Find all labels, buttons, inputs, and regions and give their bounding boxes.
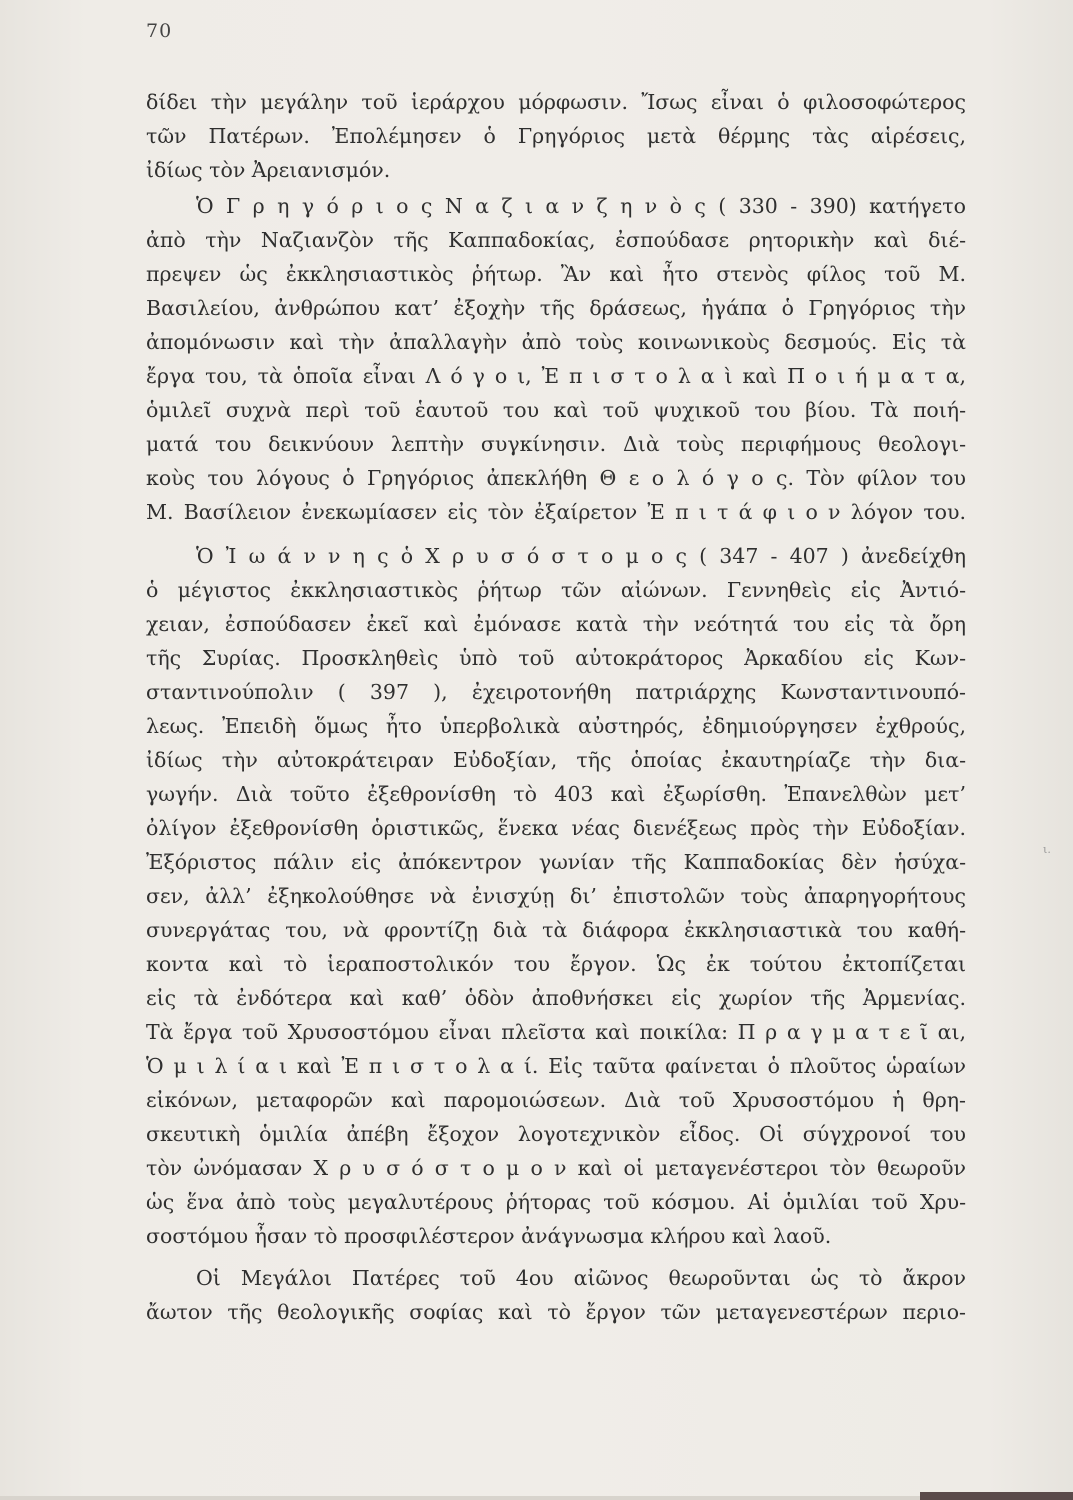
- text-line: Ὁ μ ι λ ί α ι καὶ Ἐ π ι σ τ ο λ α ί. Εἰς ταῦτα φαίνεται ὁ πλοῦτος ὡραίων: [146, 1054, 966, 1078]
- text-line: Ὁ Ἰ ω ά ν ν η ς ὁ Χ ρ υ σ ό σ τ ο μ ο ς ( 347 - 407 ) ἀνεδείχθη: [196, 544, 966, 568]
- text-line: ἀπομόνωσιν καὶ τὴν ἀπαλλαγὴν ἀπὸ τοὺς κοινωνικοὺς δεσμούς. Εἰς τὰ: [146, 330, 966, 354]
- text-line: ἰδίως τὴν αὐτοκράτειραν Εὐδοξίαν, τῆς ὁποίας ἐκαυτηρίαζε τὴν δια-: [146, 748, 966, 772]
- text-line: ἄωτον τῆς θεολογικῆς σοφίας καὶ τὸ ἔργον τῶν μεταγενεστέρων περιο-: [146, 1300, 966, 1324]
- scan-bottom-edge: [0, 1496, 920, 1500]
- text-line: Ἐξόριστος πάλιν εἰς ἀπόκεντρον γωνίαν τῆς Καππαδοκίας δὲν ἡσύχα-: [146, 850, 966, 874]
- scan-bottom-dark-edge: [920, 1492, 1073, 1500]
- text-line: εἰκόνων, μεταφορῶν καὶ παρομοιώσεων. Διὰ τοῦ Χρυσοστόμου ἡ θρη-: [146, 1088, 966, 1112]
- text-line: σκευτικὴ ὁμιλία ἀπέβη ἔξοχον λογοτεχνικὸν εἶδος. Οἱ σύγχρονοί του: [146, 1122, 966, 1146]
- text-line: δίδει τὴν μεγάλην τοῦ ἱεράρχου μόρφωσιν. Ἴσως εἶναι ὁ φιλοσοφώτερος: [146, 90, 966, 114]
- text-line: τὸν ὠνόμασαν Χ ρ υ σ ό σ τ ο μ ο ν καὶ οἱ μεταγενέστεροι τὸν θεωροῦν: [146, 1156, 966, 1180]
- text-line: ὀλίγον ἐξεθρονίσθη ὁριστικῶς, ἕνεκα νέας διενέξεως πρὸς τὴν Εὐδοξίαν.: [146, 816, 966, 840]
- text-line: σεν, ἀλλ’ ἐξηκολούθησε νὰ ἐνισχύῃ δι’ ἐπιστολῶν τοὺς ἀπαρηγορήτους: [146, 884, 966, 908]
- text-line: ὁμιλεῖ συχνὰ περὶ τοῦ ἑαυτοῦ του καὶ τοῦ ψυχικοῦ του βίου. Τὰ ποιή-: [146, 398, 966, 422]
- text-line: συνεργάτας του, νὰ φροντίζῃ διὰ τὰ διάφορα ἐκκλησιαστικὰ του καθή-: [146, 918, 966, 942]
- text-line: κοντα καὶ τὸ ἱεραποστολικόν του ἔργον. Ὡς ἐκ τούτου ἐκτοπίζεται: [146, 952, 966, 976]
- text-line: χειαν, ἐσπούδασεν ἐκεῖ καὶ ἐμόνασε κατὰ τὴν νεότητά του εἰς τὰ ὄρη: [146, 612, 966, 636]
- text-line: σοστόμου ἦσαν τὸ προσφιλέστερον ἀνάγνωσμα κλήρου καὶ λαοῦ.: [146, 1224, 832, 1248]
- text-line: κοὺς του λόγους ὁ Γρηγόριος ἀπεκλήθη Θ ε ο λ ό γ ο ς. Τὸν φίλον του: [146, 466, 966, 490]
- text-line: ὁ μέγιστος ἐκκλησιαστικὸς ῥήτωρ τῶν αἰώνων. Γεννηθεὶς εἰς Ἀντιό-: [146, 578, 966, 602]
- text-line: ἀπὸ τὴν Ναζιανζὸν τῆς Καππαδοκίας, ἐσπούδασε ρητορικὴν καὶ διέ-: [146, 228, 966, 252]
- text-line: Μ. Βασίλειον ἐνεκωμίασεν εἰς τὸν ἐξαίρετον Ἐ π ι τ ά φ ι ο ν λόγον του.: [146, 500, 966, 524]
- text-line: ὡς ἕνα ἀπὸ τοὺς μεγαλυτέρους ῥήτορας τοῦ κόσμου. Αἱ ὁμιλίαι τοῦ Χρυ-: [146, 1190, 966, 1214]
- text-line: Τὰ ἔργα τοῦ Χρυσοστόμου εἶναι πλεῖστα καὶ ποικίλα: Π ρ α γ μ α τ ε ῖ αι,: [146, 1020, 966, 1044]
- text-line: Ὁ Γ ρ η γ ό ρ ι ο ς Ν α ζ ι α ν ζ η ν ὸ ς ( 330 - 390) κατήγετο: [196, 194, 966, 218]
- text-line: ἰδίως τὸν Ἀρειανισμόν.: [146, 158, 391, 182]
- text-line: λεως. Ἐπειδὴ ὅμως ἦτο ὑπερβολικὰ αὐστηρός, ἐδημιούργησεν ἐχθρούς,: [146, 714, 966, 738]
- text-line: ἔργα του, τὰ ὁποῖα εἶναι Λ ό γ ο ι, Ἐ π ι σ τ ο λ α ὶ καὶ Π ο ι ή μ α τ α,: [146, 364, 966, 388]
- text-line: εἰς τὰ ἐνδότερα καὶ καθ’ ὁδὸν ἀποθνήσκει εἰς χωρίον τῆς Ἀρμενίας.: [146, 986, 966, 1010]
- margin-mark: ι.: [1043, 843, 1051, 856]
- text-line: ματά του δεικνύουν λεπτὴν συγκίνησιν. Διὰ τοὺς περιφήμους θεολογι-: [146, 432, 966, 456]
- text-line: τῶν Πατέρων. Ἐπολέμησεν ὁ Γρηγόριος μετὰ θέρμης τὰς αἱρέσεις,: [146, 124, 966, 148]
- text-line: γωγήν. Διὰ τοῦτο ἐξεθρονίσθη τὸ 403 καὶ ἐξωρίσθη. Ἐπανελθὼν μετ’: [146, 782, 966, 806]
- text-line: πρεψεν ὡς ἐκκλησιαστικὸς ῥήτωρ. Ἂν καὶ ἦτο στενὸς φίλος τοῦ Μ.: [146, 262, 966, 286]
- text-line: τῆς Συρίας. Προσκληθεὶς ὑπὸ τοῦ αὐτοκράτορος Ἀρκαδίου εἰς Κων-: [146, 646, 966, 670]
- page-number: 70: [146, 20, 173, 42]
- text-line: σταντινούπολιν ( 397 ), ἐχειροτονήθη πατριάρχης Κωνσταντινουπό-: [146, 680, 966, 704]
- text-line: Οἱ Μεγάλοι Πατέρες τοῦ 4ου αἰῶνος θεωροῦνται ὡς τὸ ἄκρον: [196, 1266, 966, 1290]
- text-line: Βασιλείου, ἀνθρώπου κατ’ ἐξοχὴν τῆς δράσεως, ἠγάπα ὁ Γρηγόριος τὴν: [146, 296, 966, 320]
